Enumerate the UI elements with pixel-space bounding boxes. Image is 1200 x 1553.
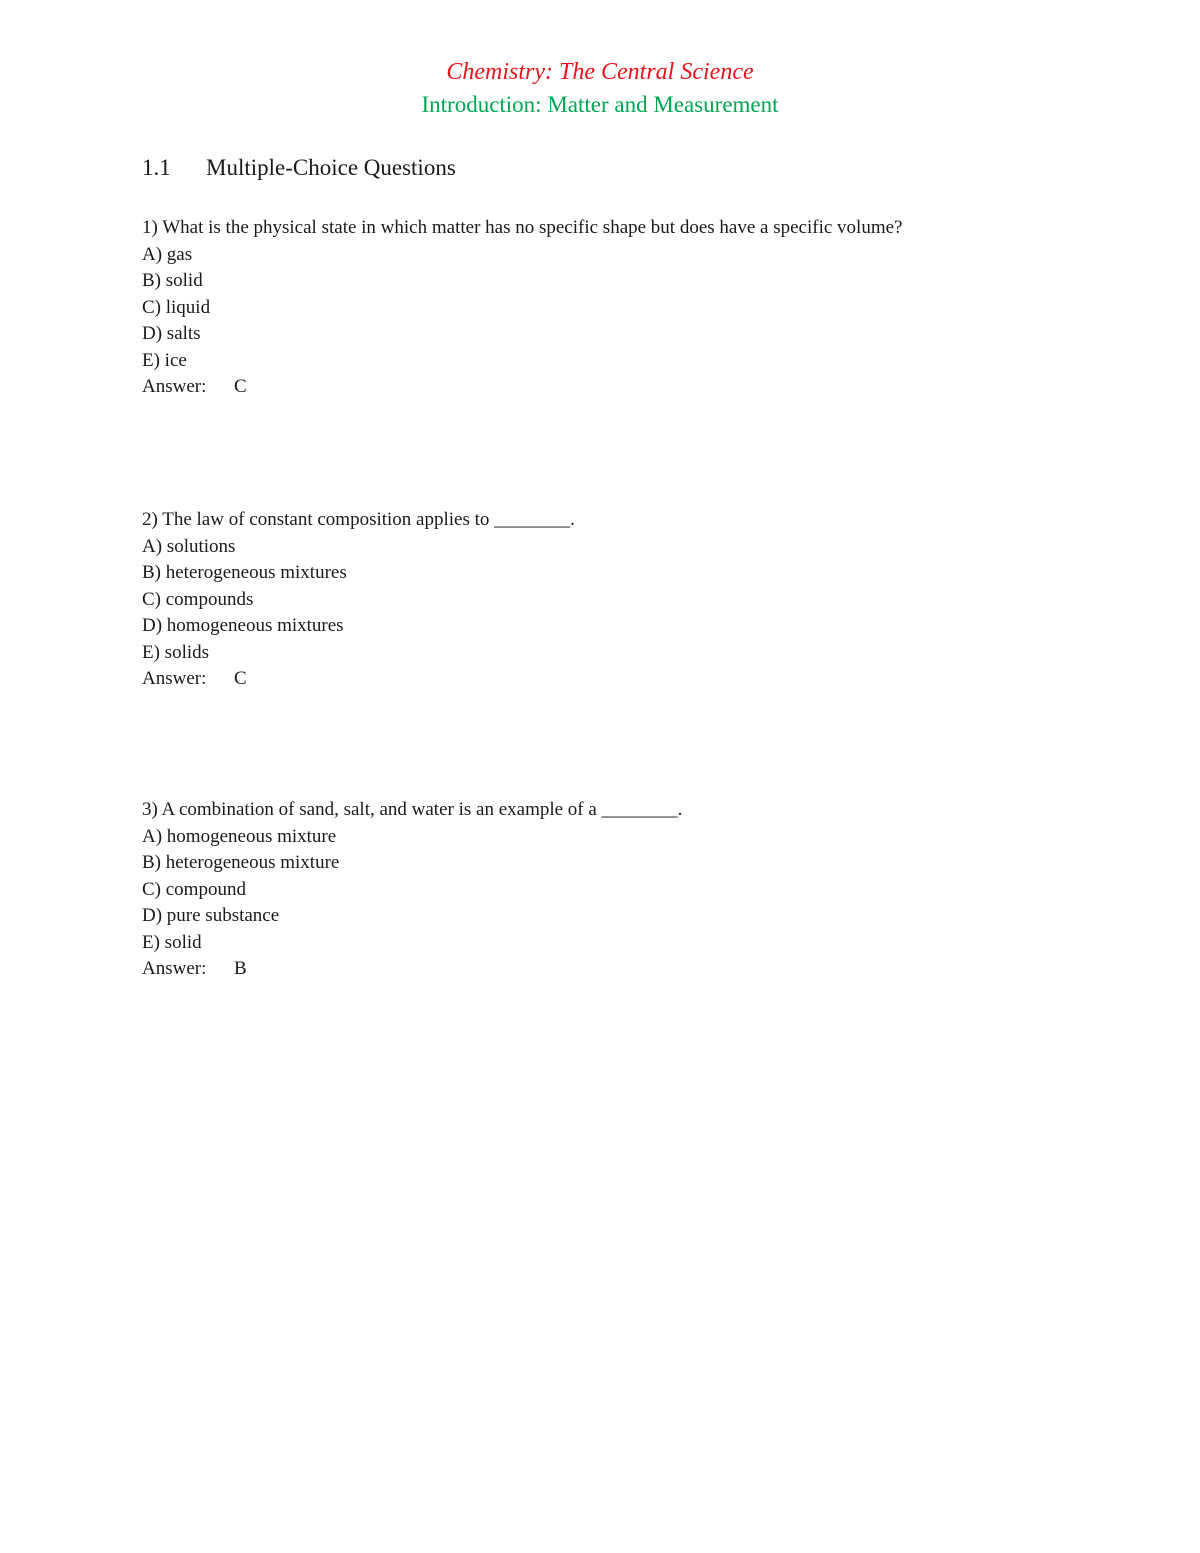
option-b: B) solid xyxy=(142,270,203,291)
section-number: 1.1 xyxy=(142,155,171,180)
option-e: E) ice xyxy=(142,349,187,371)
answer-value: B xyxy=(234,958,247,979)
option-c: C) compound xyxy=(142,878,246,900)
document-title: Chemistry: The Central Science xyxy=(446,59,754,85)
option-c: C) compounds xyxy=(142,588,254,610)
option-a: A) gas xyxy=(142,243,193,265)
question-1 xyxy=(142,215,1142,401)
answer-label: Answer: xyxy=(142,958,207,979)
option-d: D) homogeneous mixtures xyxy=(142,615,344,636)
section-title: Multiple-Choice Questions xyxy=(206,155,456,180)
option-b: B) heterogeneous mixtures xyxy=(142,562,347,583)
option-c: C) liquid xyxy=(142,296,211,318)
option-b: B) heterogeneous mixture xyxy=(142,852,340,873)
option-d: D) salts xyxy=(142,323,201,344)
option-d: D) pure substance xyxy=(142,905,280,926)
option-a: A) solutions xyxy=(142,535,236,557)
option-a: A) homogeneous mixture xyxy=(142,825,337,847)
answer-line xyxy=(142,956,1142,983)
answer-label: Answer: xyxy=(142,668,207,689)
answer-value: C xyxy=(234,376,247,397)
answer-label: Answer: xyxy=(142,376,207,397)
option-e: E) solids xyxy=(142,641,210,663)
question-stem: 2) The law of constant composition applies to ________. xyxy=(142,509,575,530)
question-2 xyxy=(142,507,1142,693)
question-stem: 3) A combination of sand, salt, and water is an example of a ________. xyxy=(142,799,683,820)
option-e: E) solid xyxy=(142,931,202,953)
answer-line xyxy=(142,666,1142,693)
document-subtitle: Introduction: Matter and Measurement xyxy=(421,92,779,117)
question-3 xyxy=(142,797,1142,983)
question-stem: 1) What is the physical state in which matter has no specific shape but does have a specific volume? xyxy=(142,217,903,238)
answer-line xyxy=(142,374,1142,401)
answer-value: C xyxy=(234,668,247,689)
section-heading xyxy=(142,152,456,184)
